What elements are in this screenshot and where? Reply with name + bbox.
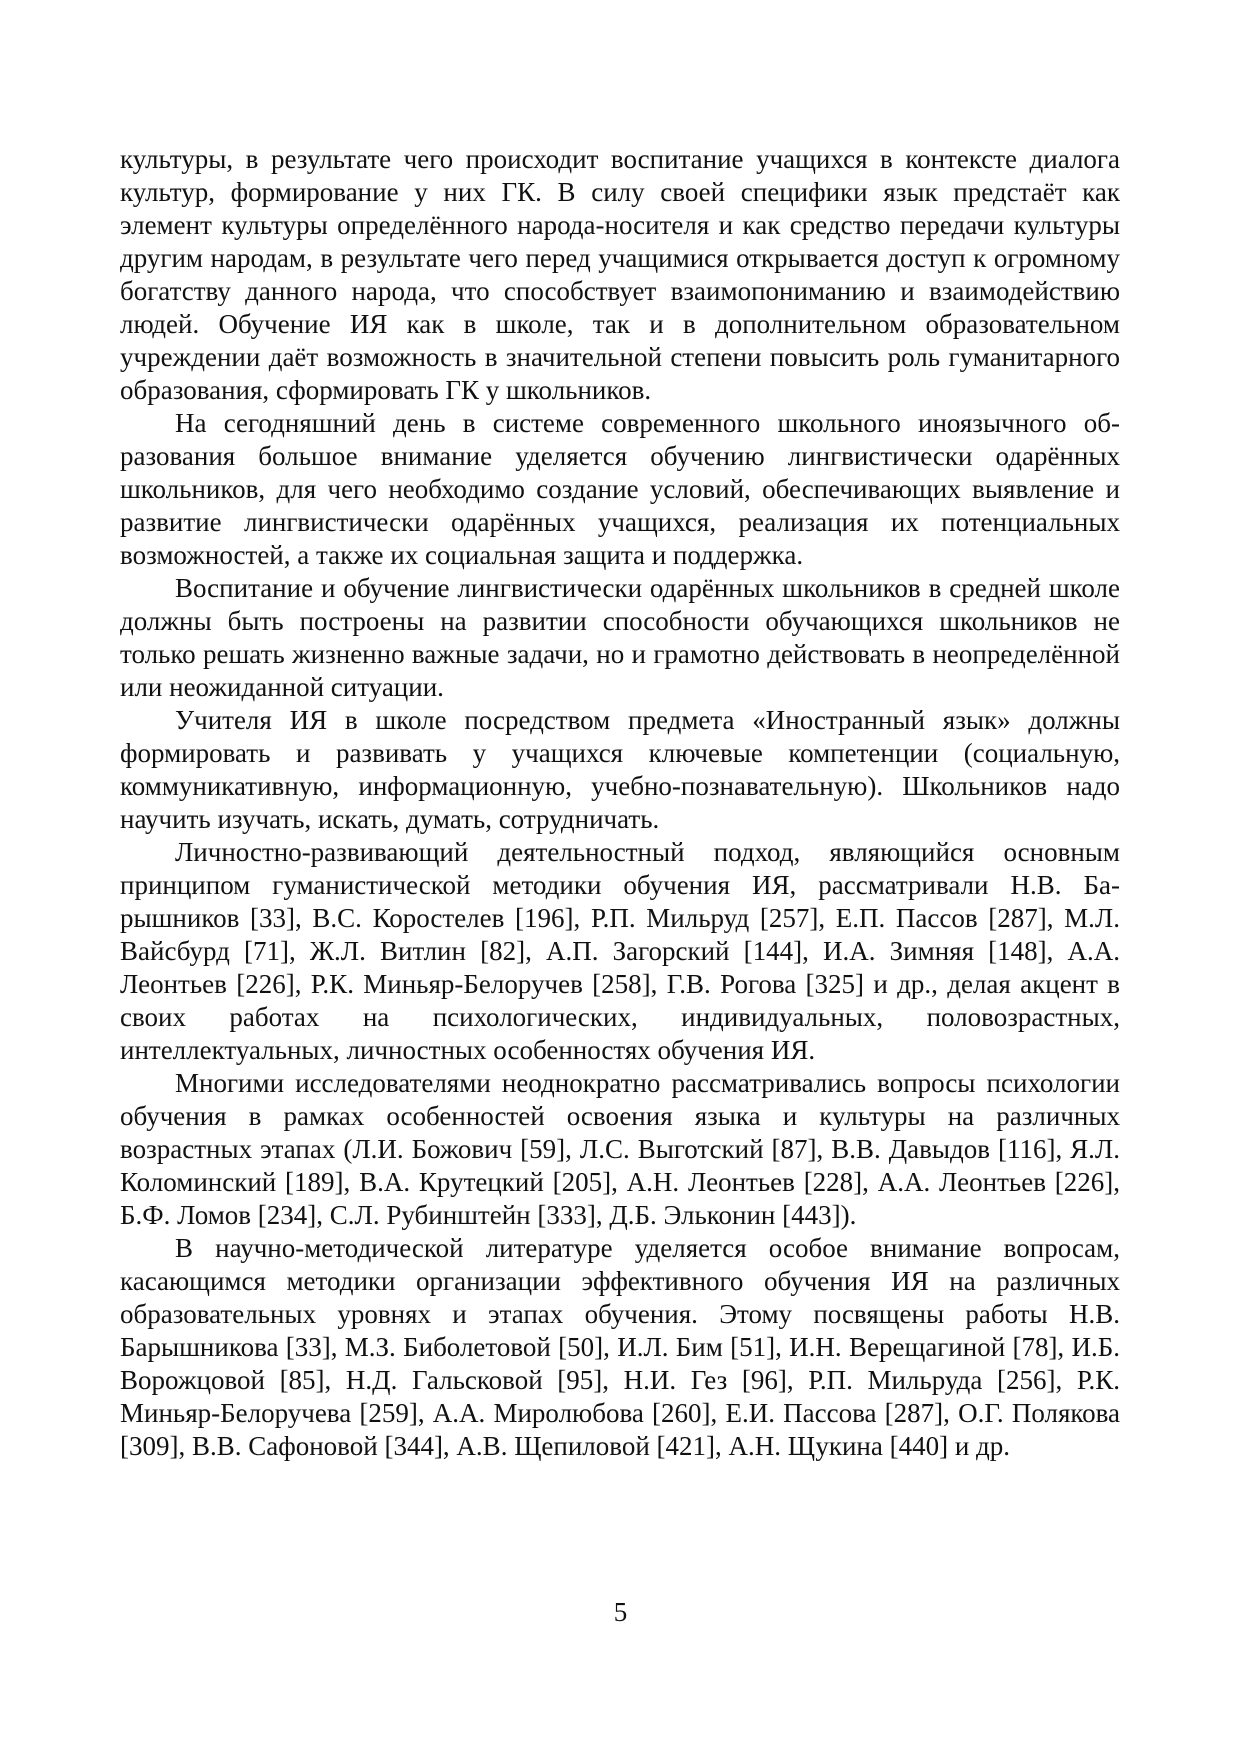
paragraph-upbringing-education: Воспитание и обучение лингвистически одарённых школьников в средней школе должны быть построены на развитии способности обучающихся школьников не только решать жизненно важные задачи, но и грамотно действовать в неопределённой или неожиданной ситуации. xyxy=(120,573,1120,702)
paragraph-psychology-of-learning: Многими исследователями неоднократно рассматривались вопросы психологии обучения в рамках особенностей освоения языка и культуры на различных возрастных этапах (Л.И. Божович [59], Л.С. Выготский [87], В.В. Давыдов [116], Я.Л. Коломинский [189], В.А. Крутецкий [205], А.Н. Леонтьев [228], А.А. Леонтьев [226], Б.Ф. Ломов [234], С.Л. Рубинштейн [333], Д.Б. Эльконин [443]). xyxy=(120,1068,1120,1230)
paragraph-key-competences: Учителя ИЯ в школе посредством предмета «Иностранный язык» должны формировать и развивать у учащихся ключевые компетенции (социальную, коммуникативную, информационную, учебно-познавательную). Школьников надо научить изучать, искать, думать, сотрудничать. xyxy=(120,705,1120,834)
paragraph-continuation: культуры, в результате чего происходит воспитание учащихся в контексте диалога культур, формирование у них ГК. В силу своей специфики язык предстаёт как элемент культуры определённого народа-носителя и как средство передачи культуры другим народам, в результате чего перед учащимися открывается доступ к огромному богатству данного народа, что способствует взаимопониманию и взаимодействию людей. Обучение ИЯ как в школе, так и в дополнительном образовательном учреждении даёт возможность в значительной степени повысить роль гуманитарного образования, сформировать ГК у школьников. xyxy=(120,144,1120,405)
paragraph-methodology-literature: В научно-методической литературе уделяется особое внимание вопросам, касающимся методики организации эффективного обучения ИЯ на различных образовательных уровнях и этапах обучения. Этому посвящены работы Н.В. Барышникова [33], М.З. Биболетовой [50], И.Л. Бим [51], И.Н. Верещагиной [78], И.Б. Ворожцовой [85], Н.Д. Гальсковой [95], Н.И. Гез [96], Р.П. Мильруда [256], Р.К. Миньяр-Белоручева [259], А.А. Миролюбова [260], Е.И. Пассова [287], О.Г. Полякова [309], В.В. Сафоновой [344], А.В. Щепиловой [421], А.Н. Щукина [440] и др. xyxy=(120,1233,1120,1461)
body-text xyxy=(120,143,1120,1463)
paragraph-personal-approach: Личностно-развивающий деятельностный подход, являющийся основным принципом гуманистической методики обучения ИЯ, рассматривали Н.В. Барышников [33], В.С. Коростелев [196], Р.П. Мильруд [257], Е.П. Пассов [287], М.Л. Вайсбурд [71], Ж.Л. Витлин [82], А.П. Загорский [144], И.А. Зимняя [148], А.А. Леонтьев [226], Р.К. Миньяр-Белоручев [258], Г.В. Рогова [325] и др., делая акцент в своих работах на психологических, индивидуальных, половозрастных, интеллектуальных, личностных особенностях обучения ИЯ. xyxy=(120,837,1120,1065)
paragraph-linguistic-giftedness: На сегодняшний день в системе современного школьного иноязычного образования большое внимание уделяется обучению лингвистически одарённых школьников, для чего необходимо создание условий, обеспечивающих выявление и развитие лингвистически одарённых учащихся, реализация их потенциальных возможностей, а также их социальная защита и поддержка. xyxy=(120,408,1120,570)
page-number: 5 xyxy=(613,1597,628,1627)
